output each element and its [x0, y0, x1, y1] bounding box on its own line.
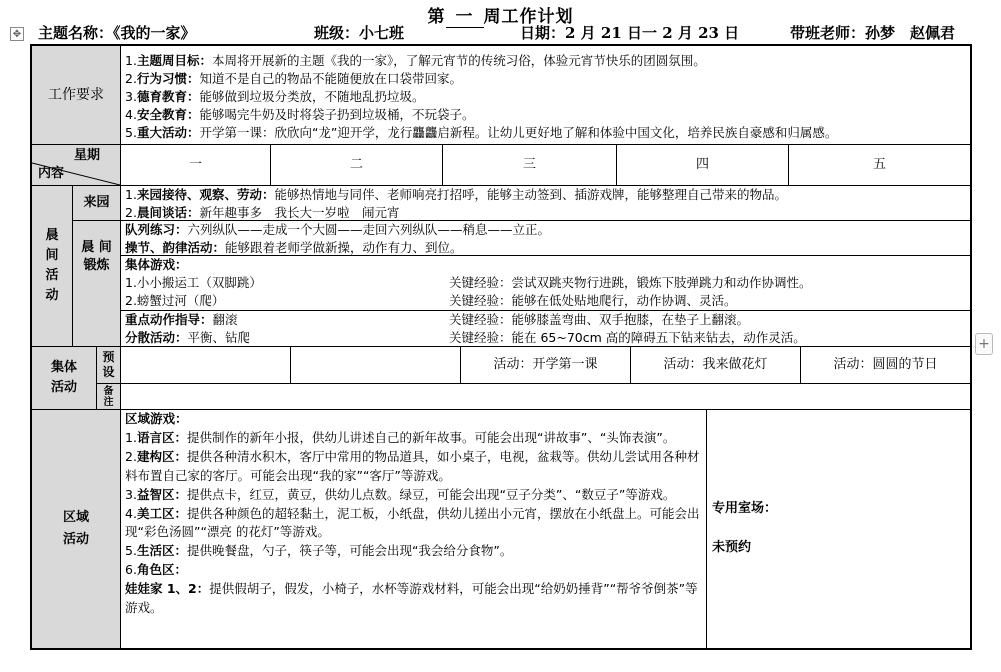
area-item: 2.建构区：提供各种清水积木，客厅中常用的物品道具，如小桌子，电视，盆栽等。供幼儿尝试用各种材料布置自己家的客厅。可能会出现“我的家”“客厅”等游戏。 [125, 448, 700, 483]
area-games: 区域游戏： 1.语言区：提供制作的新年小报，供幼儿讲述自己的新年故事。可能会出现“讲故事”、“头饰表演”。 2.建构区：提供各种清水积木，客厅中常用的物品道具，如小桌子，电视，盆栽等。供幼儿尝试用各种材料布置自己家的客厅。可能会出现“我的家”“客厅”等游戏。 3.益智区：提供点卡，红豆，黄豆，供幼儿点数。绿豆，可能会出现“豆子分类”、“数豆子”等游戏。 4.美工区：提供各种颜色的超轻黏土，泥工板，小纸盘，供幼儿搓出小元宵，摆放在小纸盘上。可能会出现“彩色汤圆”“漂亮 的花灯”等游戏。 5.生活区：提供晚餐盘，勺子，筷子等，可能会出现“我会给分食物”。 6.角色区： 娃娃家 1、2：提供假胡子，假发，小椅子，水杯等游戏材料，可能会出现“给奶奶捶背”“帮爷爷倒茶”等游戏。 [121, 409, 706, 649]
work-item: 5.重大活动：开学第一课：欣欣向“龙”迎开学，龙行龘龘启新程。让幼儿更好地了解和体验中国文化，培养民族自豪感和归属感。 [125, 125, 838, 140]
teachers: 带班老师：孙梦 赵佩君 [790, 24, 956, 42]
weekday-corner-bottom: 内容 [38, 166, 65, 181]
work-item: 3.德育教育：能够做到垃圾分类放，不随地乱扔垃圾。 [125, 89, 425, 104]
work-item: 1.主题周目标：本周将开展新的主题《我的一家》，了解元宵节的传统习俗，体验元宵节快乐的团圆氛围。 [125, 53, 706, 68]
special-room-status: 未预约 [712, 540, 752, 555]
work-requirements-label: 工作要求 [32, 46, 120, 144]
area-item: 3.益智区：提供点卡，红豆，黄豆，供幼儿点数。绿豆，可能会出现“豆子分类”、“数豆子”等游戏。 [125, 486, 676, 502]
special-room-label: 专用室场： [712, 501, 778, 516]
day-header: 一 [188, 157, 202, 172]
work-item: 4.安全教育：能够喝完牛奶及时将袋子扔到垃圾桶，不玩袋子。 [125, 107, 475, 122]
work-item: 2.行为习惯：知道不是自己的物品不能随便放在口袋带回家。 [125, 71, 462, 86]
morning-activities-label: 晨间活动 [32, 186, 72, 346]
theme-name: 主题名称：《我的一家》 [38, 24, 196, 42]
arrival-label: 来园 [73, 186, 120, 220]
weekday-corner-top: 星期 [74, 148, 101, 163]
group-activity: 活动：开学第一课 [493, 357, 598, 372]
day-header: 四 [695, 157, 709, 172]
area-item: 6.角色区： [125, 562, 187, 578]
day-header: 三 [522, 157, 536, 172]
date-range: 日期：2 月 21 日一 2 月 23 日 [520, 24, 740, 42]
group-activity: 活动：我来做花灯 [663, 357, 768, 372]
add-column-icon[interactable]: + [975, 333, 993, 355]
area-item: 4.美工区：提供各种颜色的超轻黏土，泥工板，小纸盘，供幼儿搓出小元宵，摆放在小纸盘上。可能会出现“彩色汤圆”“漂亮 的花灯”等游戏。 [125, 505, 700, 540]
morning-exercise-label: 晨 间 锻炼 [73, 221, 120, 346]
class-name: 班级：小七班 [314, 24, 405, 42]
group-activity [291, 347, 460, 383]
move-handle-icon[interactable]: ✥ [10, 27, 24, 41]
weekday-corner [32, 145, 120, 185]
area-item: 1.语言区：提供制作的新年小报，供幼儿讲述自己的新年故事。可能会出现“讲故事”、“头饰表演”。 [125, 429, 676, 445]
arrival-content: 1.来园接待、观察、劳动：能够热情地与同伴、老师响亮打招呼，能够主动签到、插游戏牌，能够整理自己带来的物品。 2.晨间谈话：新年趣事多 我长大一岁啦 闹元宵 [125, 187, 787, 220]
day-header: 二 [349, 157, 363, 172]
area-item: 娃娃家 1、2：提供假胡子，假发，小椅子，水杯等游戏材料，可能会出现“给奶奶捶背”“帮爷爷倒茶”等游戏。 [125, 581, 698, 616]
focus-movements: 重点动作指导：翻滚 关键经验：能够膝盖弯曲、双手抱膝，在垫子上翻滚。 分散活动：平衡、钻爬 关键经验：能在 65~70cm 高的障碍五下钻来钻去，动作灵活。 [125, 312, 806, 345]
remarks-label: 备注 [97, 384, 120, 409]
group-activity: 活动：圆圆的节日 [833, 357, 938, 372]
area-item: 5.生活区：提供晚餐盘，勺子，筷子等，可能会出现“我会给分食物”。 [125, 543, 513, 559]
preset-label: 预设 [97, 347, 120, 383]
work-requirements [121, 50, 969, 144]
group-activities-label: 集体活动 [32, 347, 96, 409]
day-header: 五 [872, 157, 886, 172]
group-activity [121, 347, 290, 383]
page-title: 第 一 周工作计划 [0, 2, 1001, 28]
area-activities-label: 区域活动 [32, 410, 120, 648]
drill-content: 队列练习：六列纵队——走成一个大圆——走回六列纵队——稍息——立正。 操节、韵律活动：能够跟着老师学做新操，动作有力、到位。 [125, 222, 551, 255]
group-games: 集体游戏： 1.小小搬运工（双脚跳） 关键经验：尝试双跳夹物行进跳，锻炼下肢弹跳力和动作协调性。 2.螃蟹过河（爬） 关键经验：能够在低处贴地爬行，动作协调、灵活。 [125, 257, 812, 308]
